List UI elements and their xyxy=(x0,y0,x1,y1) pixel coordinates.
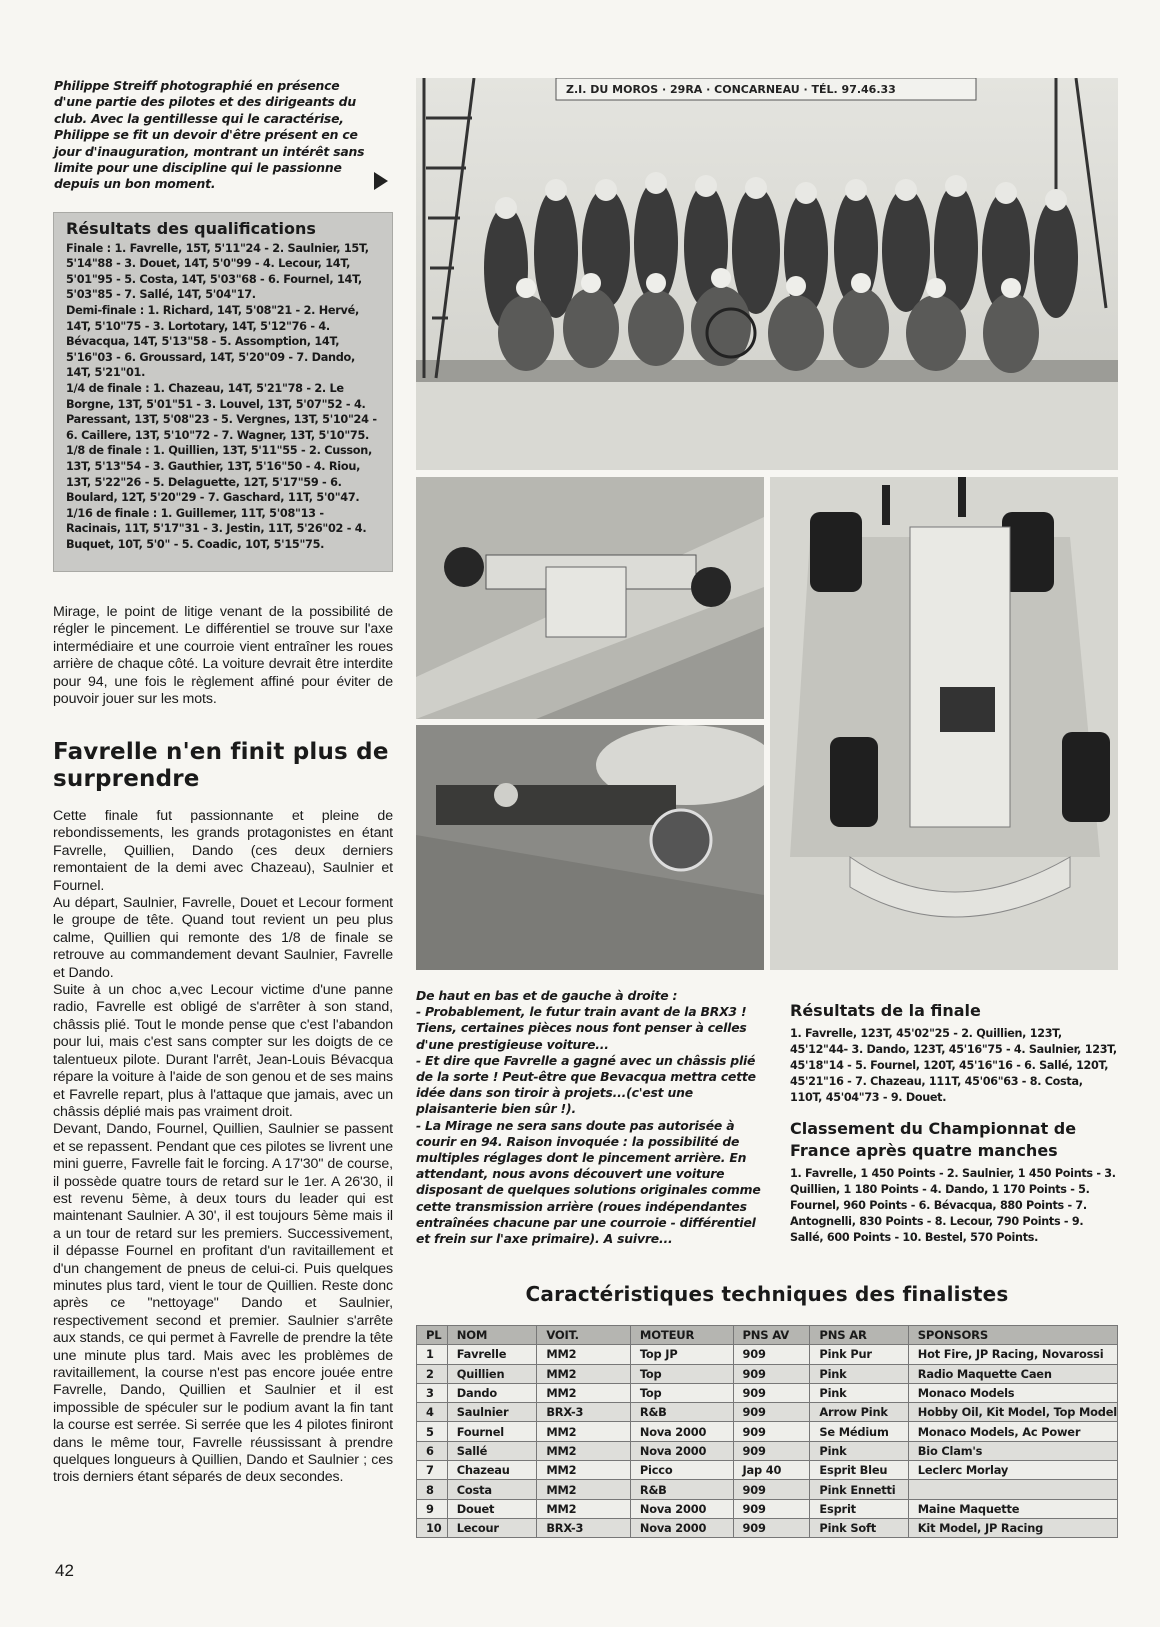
cell-pns-av: 909 xyxy=(733,1345,810,1364)
arrow-right-icon xyxy=(374,172,388,190)
specs-title: Caractéristiques techniques des finalistes xyxy=(525,1282,1009,1306)
cell-pns-av: 909 xyxy=(733,1403,810,1422)
finale-results xyxy=(790,1000,1118,1106)
cell-sponsors: Kit Model, JP Racing xyxy=(908,1518,1117,1537)
cell-nom: Costa xyxy=(447,1480,537,1499)
page-number: 42 xyxy=(55,1561,74,1580)
cell-pns-av: 909 xyxy=(733,1518,810,1537)
specs-table xyxy=(416,1325,1118,1538)
cell-nom: Quillien xyxy=(447,1364,537,1383)
cell-nom: Saulnier xyxy=(447,1403,537,1422)
intro-text: Mirage, le point de litige venant de la possibilité de régler le pincement. Le différentiel se trouve sur l'axe intermédiaire et une courroie vient entraîner les roues arrière de chaque côté. La voiture devrait être interdite pour 94, une fois le règlement affiné pour éviter de pouvoir jouer sur les mots. xyxy=(53,604,393,708)
cell-pl: 4 xyxy=(417,1403,448,1422)
photo-caption xyxy=(54,78,372,193)
championship-standings xyxy=(790,1118,1118,1246)
mirage-chassis-photo xyxy=(770,477,1118,970)
specs-header-row xyxy=(417,1326,1118,1345)
group-photo xyxy=(416,78,1118,470)
header-sponsors: SPONSORS xyxy=(908,1326,1117,1345)
header-pl: PL xyxy=(417,1326,448,1345)
cell-nom: Fournel xyxy=(447,1422,537,1441)
article-paragraph: Suite à un choc a,vec Lecour victime d'une panne radio, Favrelle est obligé de s'arrêter à son stand, châssis plié. Tout le monde pense que c'est l'abandon pour lui, mais c'est sans compter sur les doigts de ce talentueux pilote. Durant l'arrêt, Jean-Louis Bévacqua répare la voiture à l'aide de son genou et de ses mains et Favrelle repart, plus à l'attaque que jamais, avec un châssis déplié mais pas vraiment droit. xyxy=(53,982,393,1120)
caption-2-title: De haut en bas et de gauche à droite : xyxy=(416,988,678,1003)
article-paragraph: Devant, Dando, Fournel, Quillien, Saulnier se passent et se repassent. Pendant que ces pilotes se livrent une mini guerre, Favrelle fait le forcing. A 17'30" de course, il possède quatre tours de retard sur le 1er. A 26'30, il est revenu 5ème, à deux tours du leader qui est maintenant Saulnier. A 30', il est toujours 5ème mais il a un tour de retard sur les premiers. Successivement, il dépasse Fournel en profitant d'un ravitaillement et d'un changement de pneus de celui-ci. Puis quelques minutes plus tard, vient le tour de Quillien. Reste donc après ce "nettoyage" Dando et Saulnier, respectivement second et premier. Saulnier s'arrête aux stands, ce qui permet à Favrelle de prendre la tête une minute plus tard. Mais avec les problèmes de ravitaillement, la course n'est pas encore jouée entre Favrelle, Dando, Quillien et Saulnier et il est impossible de spéculer sur le podium avant la fin tant la course est serrée. Si serrée que les 4 pilotes finiront dans le même tour, Favrelle réussissant à prendre quelques longueurs à Quillien, Dando et Saulnier ; ces trois derniers étant séparés de deux secondes. xyxy=(53,1121,393,1486)
cell-pns-av: 909 xyxy=(733,1441,810,1460)
caption-2-item: - La Mirage ne sera sans doute pas autorisée à courir en 94. Raison invoquée : la possibilité de multiples réglages dont le pincement arrière. En attendant, nous avons découvert une voiture disposant de quelques solutions originales comme cette transmission arrière (roues indépendantes entraînées chacune par une courroie - différentiel et frein sur l'axe primaire). A suivre... xyxy=(416,1117,761,1247)
specs-table-wrap xyxy=(416,1325,1118,1538)
cell-moteur: Nova 2000 xyxy=(630,1441,733,1460)
cell-voit: BRX-3 xyxy=(537,1518,631,1537)
qualif-finale: Finale : 1. Favrelle, 15T, 5'11"24 - 2. Saulnier, 15T, 5'14"88 - 3. Douet, 14T, 5'0"99 - 4. Lecour, 14T, 5'01"95 - 5. Costa, 14T, 5'03"68 - 6. Fournel, 14T, 5'03"85 - 7. Sallé, 14T, 5'04"17. xyxy=(66,241,369,302)
table-row xyxy=(417,1403,1118,1422)
table-row xyxy=(417,1345,1118,1364)
cell-nom: Douet xyxy=(447,1499,537,1518)
cell-voit: MM2 xyxy=(537,1345,631,1364)
bent-chassis-illustration xyxy=(416,725,764,970)
cell-moteur: Nova 2000 xyxy=(630,1422,733,1441)
cell-moteur: Picco xyxy=(630,1461,733,1480)
cell-pns-ar: Esprit xyxy=(810,1499,908,1518)
cell-sponsors: Maine Maquette xyxy=(908,1499,1117,1518)
photo-caption-2 xyxy=(416,988,768,1247)
cell-pl: 1 xyxy=(417,1345,448,1364)
cell-pl: 10 xyxy=(417,1518,448,1537)
front-axle-photo xyxy=(416,477,764,719)
cell-voit: MM2 xyxy=(537,1499,631,1518)
cell-pns-ar: Pink Soft xyxy=(810,1518,908,1537)
header-pns-av: PNS AV xyxy=(733,1326,810,1345)
cell-moteur: Top xyxy=(630,1364,733,1383)
finale-results-title: Résultats de la finale xyxy=(790,1001,981,1020)
caption-2-item: - Probablement, le futur train avant de la BRX3 ! Tiens, certaines pièces nous font penser à celles d'une prestigieuse voiture... xyxy=(416,1004,747,1052)
caption-2-item: - Et dire que Favrelle a gagné avec un châssis plié de la sorte ! Peut-être que Bevacqua mettra cette idée dans son tiroir à projets...(c'est une plaisanterie bien sûr !). xyxy=(416,1052,756,1117)
cell-sponsors xyxy=(908,1480,1117,1499)
cell-pl: 9 xyxy=(417,1499,448,1518)
qualif-seizieme: 1/16 de finale : 1. Guillemer, 11T, 5'08"13 - Racinais, 11T, 5'17"31 - 3. Jestin, 11T, 5'26"02 - 4. Buquet, 10T, 5'0" - 5. Coadic, 10T, 5'15"75. xyxy=(66,506,367,551)
article-body xyxy=(53,808,393,1487)
group-photo-illustration xyxy=(416,78,1118,470)
qualif-quart: 1/4 de finale : 1. Chazeau, 14T, 5'21"78 - 2. Le Borgne, 13T, 5'01"51 - 3. Louvel, 13T, 5'07"52 - 4. Paressant, 13T, 5'08"23 - 5. Vergnes, 13T, 5'10"24 - 6. Caillere, 13T, 5'10"72 - 7. Wagner, 13T, 5'10"75. xyxy=(66,381,377,442)
header-pns-ar: PNS AR xyxy=(810,1326,908,1345)
cell-sponsors: Monaco Models, Ac Power xyxy=(908,1422,1117,1441)
cell-voit: MM2 xyxy=(537,1422,631,1441)
article-paragraph: Au départ, Saulnier, Favrelle, Douet et Lecour forment le groupe de tête. Quand tout revient un peu plus calme, Quillien qui remonte des 1/8 de finale se retrouve au commandement devant Saulnier, Favrelle et Dando. xyxy=(53,895,393,981)
cell-pl: 6 xyxy=(417,1441,448,1460)
cell-sponsors: Monaco Models xyxy=(908,1383,1117,1402)
cell-pns-av: 909 xyxy=(733,1364,810,1383)
table-row xyxy=(417,1499,1118,1518)
article-paragraph: Cette finale fut passionnante et pleine de rebondissements, les grands protagonistes en étant Favrelle, Quillien, Dando (ces deux derniers remontaient de la demi avec Chazeau), Saulnier et Fournel. xyxy=(53,808,393,894)
cell-pl: 3 xyxy=(417,1383,448,1402)
cell-pl: 7 xyxy=(417,1461,448,1480)
cell-nom: Chazeau xyxy=(447,1461,537,1480)
cell-sponsors: Radio Maquette Caen xyxy=(908,1364,1117,1383)
cell-pl: 8 xyxy=(417,1480,448,1499)
finale-results-text: 1. Favrelle, 123T, 45'02"25 - 2. Quillien, 123T, 45'12"44- 3. Dando, 123T, 45'16"75 - 4. Saulnier, 123T, 45'18"14 - 5. Fournel, 120T, 45'16"16 - 6. Sallé, 120T, 45'21"16 - 7. Chazeau, 111T, 45'06"63 - 8. Costa, 110T, 45'04"73 - 9. Douet. xyxy=(790,1027,1117,1104)
header-voit: VOIT. xyxy=(537,1326,631,1345)
table-row xyxy=(417,1461,1118,1480)
article-headline: Favrelle n'en finit plus de surprendre xyxy=(53,739,389,792)
cell-pns-ar: Pink xyxy=(810,1441,908,1460)
cell-pns-av: 909 xyxy=(733,1383,810,1402)
cell-pns-ar: Arrow Pink xyxy=(810,1403,908,1422)
qualif-huitieme: 1/8 de finale : 1. Quillien, 13T, 5'11"55 - 2. Cusson, 13T, 5'13"54 - 3. Gauthier, 13T, 5'16"50 - 4. Riou, 13T, 5'22"26 - 5. Delaguette, 12T, 5'17"59 - 6. Boulard, 12T, 5'20"29 - 7. Gaschard, 11T, 5'0"47. xyxy=(66,444,372,505)
cell-pns-ar: Se Médium xyxy=(810,1422,908,1441)
championship-text: 1. Favrelle, 1 450 Points - 2. Saulnier, 1 450 Points - 3. Quillien, 1 180 Points - 4. Dando, 1 170 Points - 5. Fournel, 960 Points - 6. Bévacqua, 880 Points - 7. Antognelli, 830 Points - 8. Lecour, 790 Points - 9. Sallé, 600 Points - 10. Bestel, 570 Points. xyxy=(790,1167,1116,1244)
cell-nom: Sallé xyxy=(447,1441,537,1460)
cell-voit: MM2 xyxy=(537,1441,631,1460)
qualifications-box xyxy=(53,212,393,572)
table-row xyxy=(417,1364,1118,1383)
table-row xyxy=(417,1383,1118,1402)
cell-pns-ar: Pink xyxy=(810,1364,908,1383)
cell-nom: Dando xyxy=(447,1383,537,1402)
table-row xyxy=(417,1480,1118,1499)
cell-voit: MM2 xyxy=(537,1461,631,1480)
table-row xyxy=(417,1441,1118,1460)
cell-moteur: Top xyxy=(630,1383,733,1402)
cell-sponsors: Leclerc Morlay xyxy=(908,1461,1117,1480)
qualif-demi: Demi-finale : 1. Richard, 14T, 5'08"21 - 2. Hervé, 14T, 5'10"75 - 3. Lortotary, 14T, 5'12"76 - 4. Bévacqua, 14T, 5'13"58 - 5. Assomption, 14T, 5'16"03 - 6. Groussard, 14T, 5'20"09 - 7. Dando, 14T, 5'21"01. xyxy=(66,303,359,380)
cell-pns-ar: Pink Ennetti xyxy=(810,1480,908,1499)
cell-voit: MM2 xyxy=(537,1364,631,1383)
banner-text: Z.I. DU MOROS · 29RA · CONCARNEAU · TÉL. 97.46.33 xyxy=(566,83,896,96)
cell-moteur: Nova 2000 xyxy=(630,1499,733,1518)
cell-moteur: Top JP xyxy=(630,1345,733,1364)
cell-voit: BRX-3 xyxy=(537,1403,631,1422)
cell-voit: MM2 xyxy=(537,1480,631,1499)
mirage-chassis-illustration xyxy=(770,477,1118,970)
cell-pns-av: Jap 40 xyxy=(733,1461,810,1480)
cell-pns-ar: Esprit Bleu xyxy=(810,1461,908,1480)
cell-sponsors: Bio Clam's xyxy=(908,1441,1117,1460)
championship-title: Classement du Championnat de France après quatre manches xyxy=(790,1119,1077,1160)
front-axle-illustration xyxy=(416,477,764,719)
cell-moteur: R&B xyxy=(630,1403,733,1422)
cell-nom: Lecour xyxy=(447,1518,537,1537)
cell-moteur: Nova 2000 xyxy=(630,1518,733,1537)
bent-chassis-photo xyxy=(416,725,764,970)
cell-sponsors: Hobby Oil, Kit Model, Top Model xyxy=(908,1403,1117,1422)
qualifications-title: Résultats des qualifications xyxy=(66,219,316,238)
header-nom: NOM xyxy=(447,1326,537,1345)
cell-moteur: R&B xyxy=(630,1480,733,1499)
intro-paragraph xyxy=(53,604,393,708)
table-row xyxy=(417,1422,1118,1441)
cell-pl: 5 xyxy=(417,1422,448,1441)
cell-pns-ar: Pink xyxy=(810,1383,908,1402)
cell-pl: 2 xyxy=(417,1364,448,1383)
cell-voit: MM2 xyxy=(537,1383,631,1402)
cell-pns-ar: Pink Pur xyxy=(810,1345,908,1364)
photo-caption-text: Philippe Streiff photographié en présence d'une partie des pilotes et des dirigeants du club. Avec la gentillesse qui le caractérise, Philippe se fit un devoir d'être présent en ce jour d'inauguration, montrant un intérêt sans limite pour une discipline qui le passionne depuis un bon moment. xyxy=(54,78,365,192)
cell-sponsors: Hot Fire, JP Racing, Novarossi xyxy=(908,1345,1117,1364)
header-moteur: MOTEUR xyxy=(630,1326,733,1345)
cell-nom: Favrelle xyxy=(447,1345,537,1364)
cell-pns-av: 909 xyxy=(733,1480,810,1499)
cell-pns-av: 909 xyxy=(733,1422,810,1441)
cell-pns-av: 909 xyxy=(733,1499,810,1518)
table-row xyxy=(417,1518,1118,1537)
